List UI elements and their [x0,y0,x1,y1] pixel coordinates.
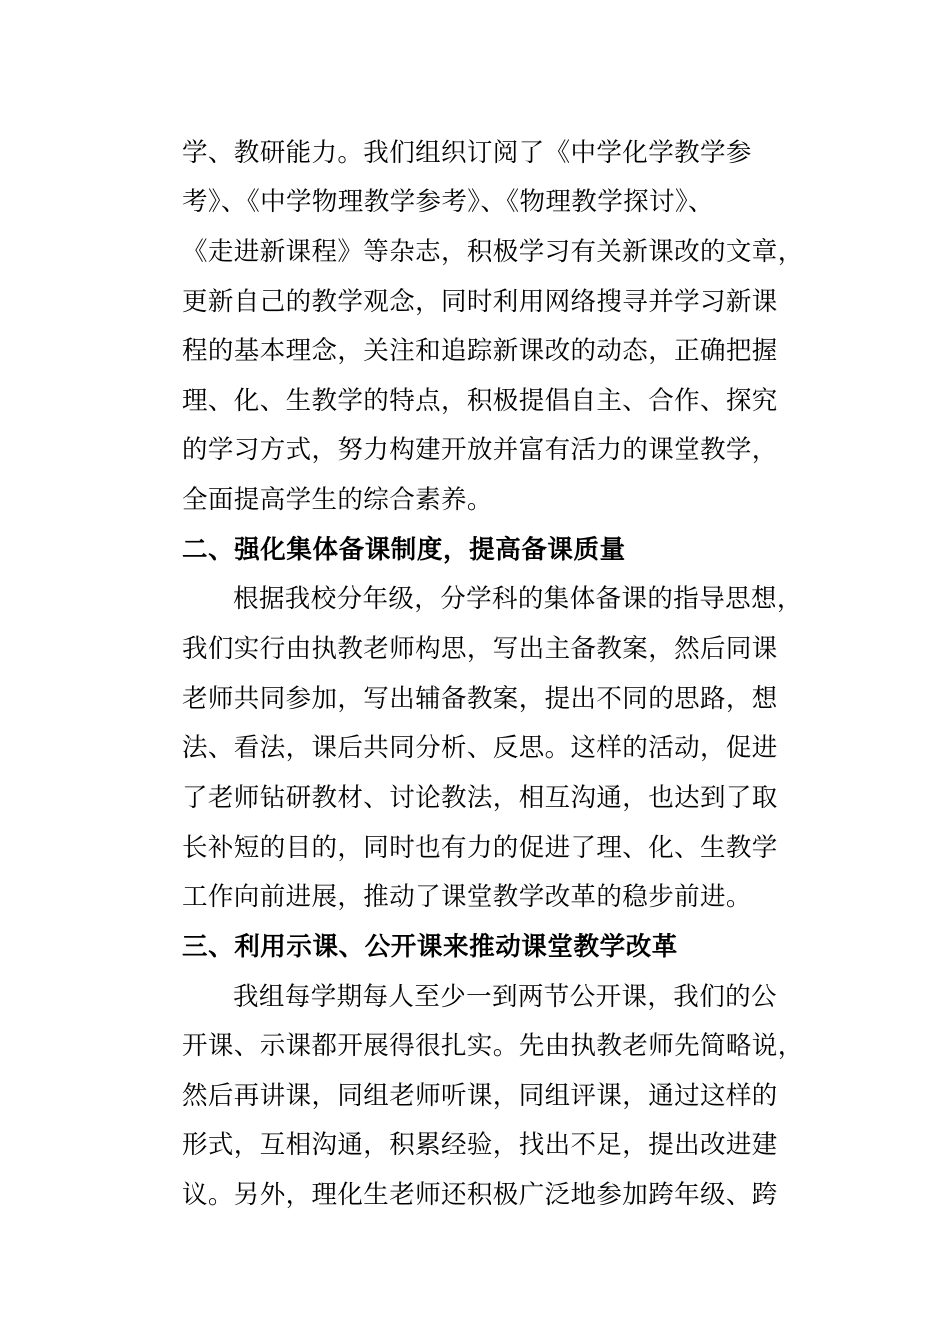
body-text-line: 形式，互相沟通，积累经验，找出不足，提出改进建 [182,1130,778,1160]
body-text-line: 理、化、生教学的特点，积极提倡自主、合作、探究 [182,386,778,416]
paragraph-first-line: 根据我校分年级，分学科的集体备课的指导思想， [233,584,803,614]
body-text-line: 更新自己的教学观念，同时利用网络搜寻并学习新课 [182,287,778,317]
body-text-line: 法、看法，课后共同分析、反思。这样的活动，促进 [182,733,778,763]
section-heading: 三、利用示课、公开课来推动课堂教学改革 [182,932,678,962]
body-text-line: 长补短的目的，同时也有力的促进了理、化、生教学 [182,833,778,863]
body-text-line: 议。另外，理化生老师还积极广泛地参加跨年级、跨 [182,1180,778,1210]
body-text-line: 学、教研能力。我们组织订阅了《中学化学教学参 [182,138,752,168]
body-text-line: 开课、示课都开展得很扎实。先由执教老师先简略说， [182,1031,804,1061]
body-text-line: 了老师钻研教材、讨论教法，相互沟通，也达到了取 [182,783,778,813]
body-text-line: 然后再讲课，同组老师听课，同组评课，通过这样的 [182,1081,778,1111]
paragraph-first-line: 我组每学期每人至少一到两节公开课，我们的公 [233,982,777,1012]
body-text-line: 程的基本理念，关注和追踪新课改的动态，正确把握 [182,336,778,366]
body-text-line: 我们实行由执教老师构思，写出主备教案，然后同课 [182,634,778,664]
section-heading: 二、强化集体备课制度，提高备课质量 [182,535,626,565]
body-text-line: 的学习方式，努力构建开放并富有活力的课堂教学， [182,435,778,465]
body-text-line: 考》、《中学物理教学参考》、《物理教学探讨》、 [182,187,714,217]
body-text-line: 全面提高学生的综合素养。 [182,485,493,515]
body-text-line: 《走进新课程》等杂志，积极学习有关新课改的文章， [182,237,804,267]
body-text-line: 老师共同参加，写出辅备教案，提出不同的思路，想 [182,684,778,714]
body-text-line: 工作向前进展，推动了课堂教学改革的稳步前进。 [182,882,752,912]
